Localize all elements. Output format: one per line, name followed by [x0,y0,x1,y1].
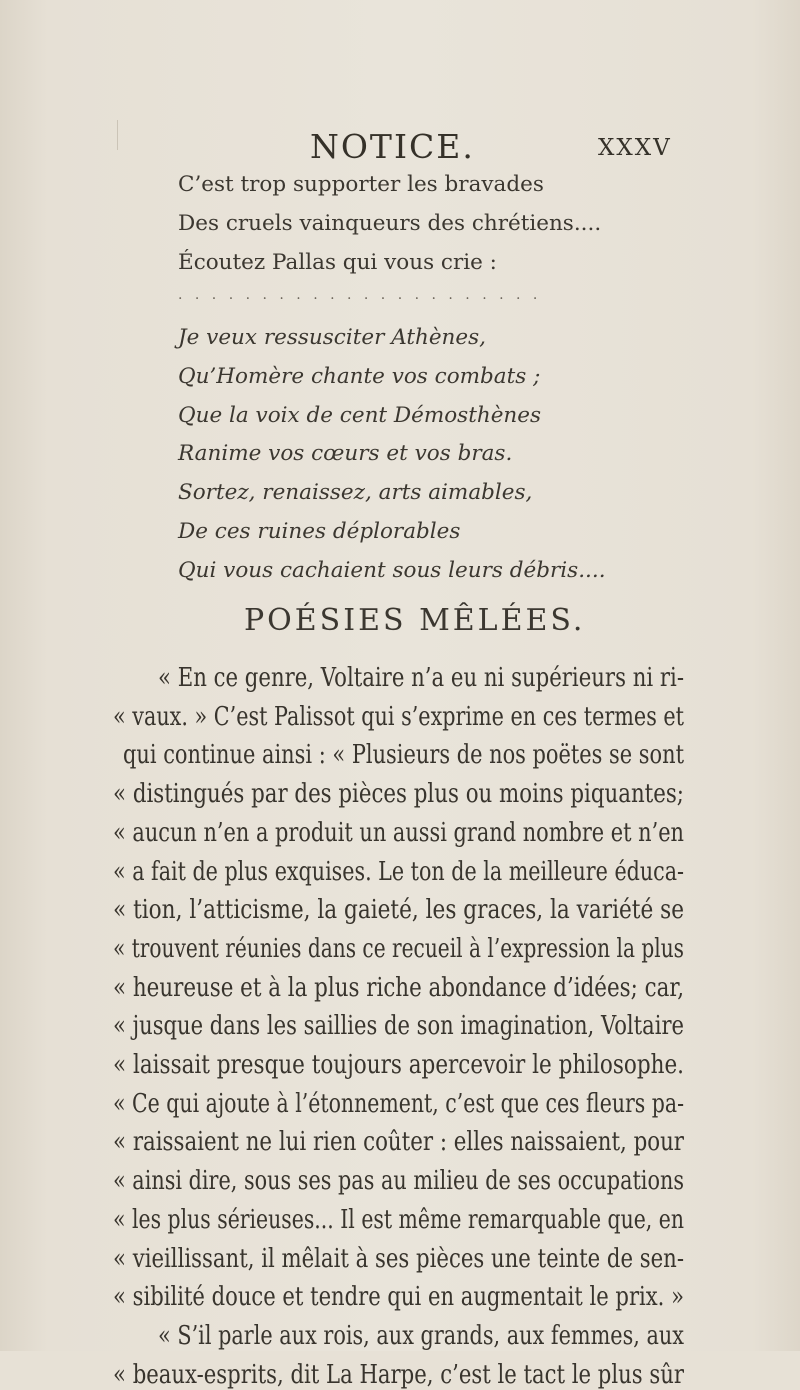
ellipsis-dots: . . . . . . . . . . . . . . . . . . . . . . [178,287,542,303]
verse-line: Qui vous cachaient sous leurs débris.... [178,558,606,583]
prose-line-text: « vieillissant, il mêlait à ses pièces une teinte de sen- [113,1244,684,1274]
running-header [0,127,800,167]
prose-line-text: « vaux. » C’est Palissot qui s’exprime en ces termes et [113,702,684,732]
verse-line: De ces ruines déplorables [178,519,461,544]
verse-line: Que la voix de cent Démosthènes [178,403,542,428]
page-number: XXXV [598,135,672,161]
prose-line-text: « heureuse et à la plus riche abondance d’idées; car, [113,973,684,1003]
prose-line-text: « En ce genre, Voltaire n’a eu ni supérieurs ni ri- [158,663,684,693]
prose-line-text: « Ce qui ajoute à l’étonnement, c’est que ces fleurs pa- [113,1089,684,1119]
prose-line-text: « trouvent réunies dans ce recueil à l’expression la plus [113,934,684,964]
prose-line-text: « S’il parle aux rois, aux grands, aux femmes, aux [158,1321,684,1351]
verse-line: Ranime vos cœurs et vos bras. [178,441,513,466]
prose-line-text: « a fait de plus exquises. Le ton de la meilleure éduca- [113,857,684,887]
verse-line: Je veux ressusciter Athènes, [178,325,486,350]
verse-line: Sortez, renaissez, arts aimables, [178,480,533,505]
prose-line-text: « raissaient ne lui rien coûter : elles naissaient, pour [113,1127,684,1157]
verse-line: Des cruels vainqueurs des chrétiens.... [178,211,602,236]
prose-line-text: « jusque dans les saillies de son imagination, Voltaire [113,1011,684,1041]
prose-line-text: « les plus sérieuses... Il est même remarquable que, en [113,1205,684,1235]
header-title: NOTICE. [310,127,475,166]
verse-line: Qu’Homère chante vos combats ; [178,364,541,389]
prose-line-text: « distingués par des pièces plus ou moins piquantes; [113,779,684,809]
verse-line: C’est trop supporter les bravades [178,172,544,197]
prose-line-text: « laissait presque toujours apercevoir le philosophe. [113,1050,684,1080]
verse-line: Écoutez Pallas qui vous crie : [178,250,497,275]
prose-line-text: qui continue ainsi : « Plusieurs de nos poëtes se sont [123,740,684,770]
section-heading: POÉSIES MÊLÉES. [244,603,586,638]
prose-line-text: « tion, l’atticisme, la gaieté, les graces, la variété se [113,895,684,925]
prose-line-text: « aucun n’en a produit un aussi grand nombre et n’en [113,818,684,848]
prose-line-text: « ainsi dire, sous ses pas au milieu de ses occupations [113,1166,684,1196]
prose-line-text: « beaux-esprits, dit La Harpe, c’est le tact le plus sûr [113,1360,684,1390]
prose-line-text: « sibilité douce et tendre qui en augmentait le prix. » [113,1282,684,1312]
